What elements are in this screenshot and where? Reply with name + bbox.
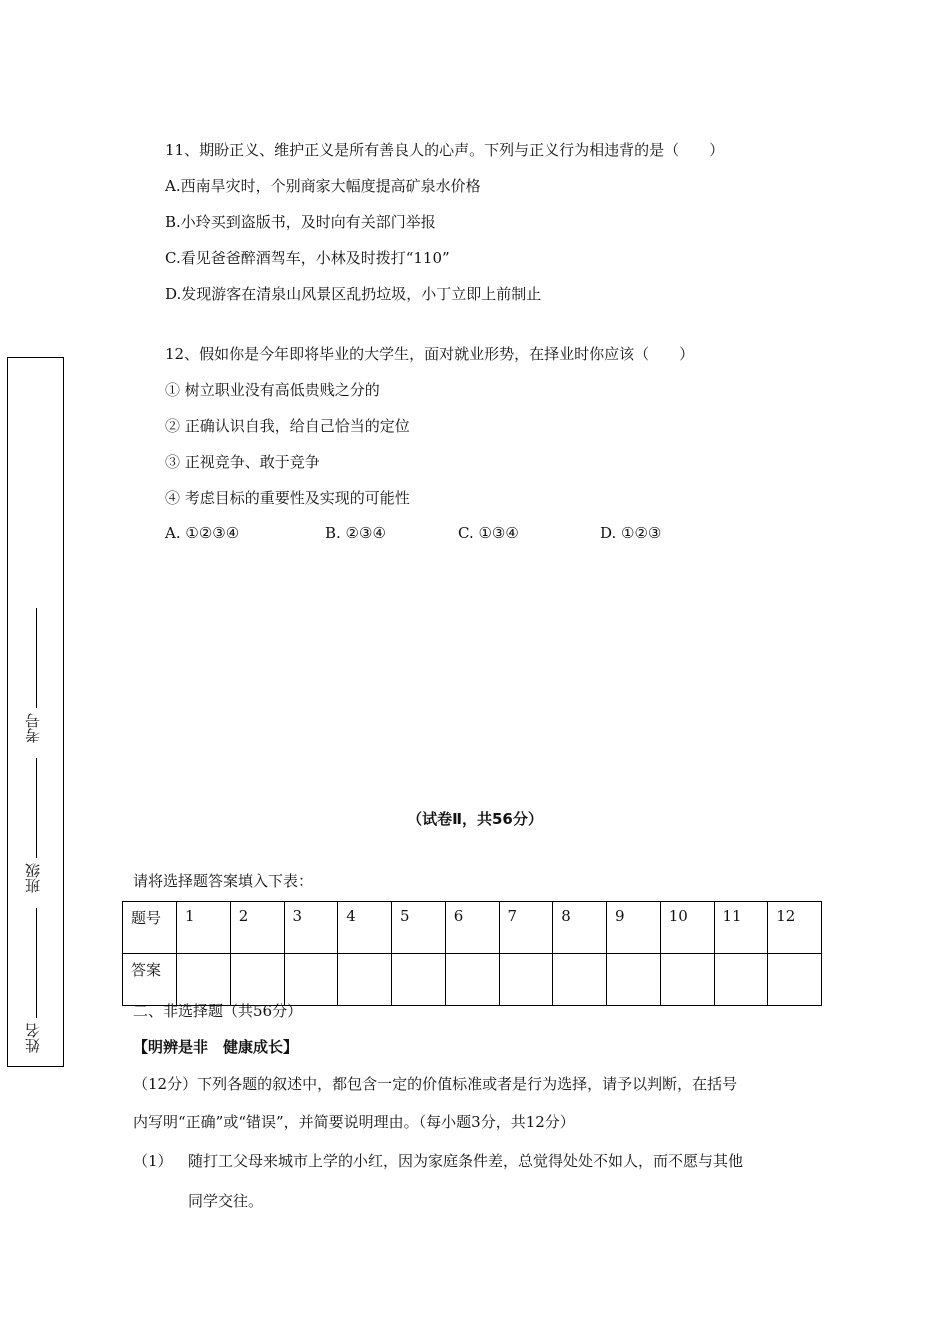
answer-cell[interactable] [445, 954, 499, 1006]
answer-cell[interactable] [230, 954, 284, 1006]
exam-no-label: 考号 [24, 713, 42, 743]
question-12-choice-b: B. ②③④ [325, 524, 386, 542]
answer-cell[interactable] [768, 954, 822, 1006]
question-number-cell: 3 [284, 902, 338, 954]
row-header-answer: 答案 [123, 954, 177, 1006]
section-2-title: （试卷Ⅱ，共56分） [407, 810, 543, 828]
part-2-subheading: 【明辨是非 健康成长】 [133, 1038, 299, 1056]
answer-cell[interactable] [392, 954, 446, 1006]
table-instruction: 请将选择题答案填入下表： [133, 872, 314, 890]
question-12-statement-1: ① 树立职业没有高低贵贱之分的 [165, 381, 380, 399]
question-11-stem: 11、期盼正义、维护正义是所有善良人的心声。下列与正义行为相违背的是（ ） [165, 141, 725, 159]
question-number-cell: 9 [607, 902, 661, 954]
name-label: 姓名 [24, 1023, 42, 1053]
question-11-option-b: B.小玲买到盗版书，及时向有关部门举报 [165, 213, 436, 231]
question-number-cell: 4 [338, 902, 392, 954]
question-12-choice-d: D. ①②③ [600, 524, 662, 542]
question-number-cell: 11 [714, 902, 768, 954]
item-1-number: （1） [133, 1152, 173, 1170]
exam-no-rule [36, 608, 37, 708]
item-1-line-2: 同学交往。 [188, 1192, 264, 1210]
question-number-cell: 6 [445, 902, 499, 954]
part-2-intro-line-2: 内写明“正确”或“错误”，并简要说明理由。（每小题3分，共12分） [133, 1113, 575, 1131]
row-header-number: 题号 [123, 902, 177, 954]
question-number-cell: 10 [660, 902, 714, 954]
question-number-cell: 2 [230, 902, 284, 954]
table-row [123, 902, 822, 954]
question-11-option-a: A.西南旱灾时，个别商家大幅度提高矿泉水价格 [165, 177, 481, 195]
question-12-statement-2: ② 正确认识自我，给自己恰当的定位 [165, 417, 410, 435]
question-number-cell: 8 [553, 902, 607, 954]
answer-table [122, 901, 822, 1006]
answer-cell[interactable] [553, 954, 607, 1006]
answer-cell[interactable] [338, 954, 392, 1006]
item-1-line-1: 随打工父母来城市上学的小红，因为家庭条件差，总觉得处处不如人，而不愿与其他 [188, 1152, 744, 1170]
table-row [123, 954, 822, 1006]
question-12-choice-c: C. ①③④ [458, 524, 519, 542]
question-11-option-d: D.发现游客在清泉山风景区乱扔垃圾，小丁立即上前制止 [165, 285, 542, 303]
question-12-stem: 12、假如你是今年即将毕业的大学生，面对就业形势，在择业时你应该（ ） [165, 345, 695, 363]
question-12-statement-3: ③ 正视竞争、敢于竞争 [165, 453, 320, 471]
answer-cell[interactable] [607, 954, 661, 1006]
class-label: 班级 [24, 863, 42, 893]
question-number-cell: 1 [177, 902, 231, 954]
question-number-cell: 7 [499, 902, 553, 954]
question-number-cell: 5 [392, 902, 446, 954]
question-11-option-c: C.看见爸爸醉酒驾车，小林及时拨打“110” [165, 249, 450, 267]
answer-cell[interactable] [714, 954, 768, 1006]
part-2-intro-line-1: （12分）下列各题的叙述中，都包含一定的价值标准或者是行为选择，请予以判断，在括号 [133, 1075, 738, 1093]
question-12-statement-4: ④ 考虑目标的重要性及实现的可能性 [165, 489, 410, 507]
binding-margin-box [7, 357, 64, 1067]
name-rule [36, 908, 37, 1018]
part-2-heading: 二、非选择题（共56分） [133, 1002, 303, 1020]
question-12-choice-a: A. ①②③④ [165, 524, 240, 542]
answer-cell[interactable] [177, 954, 231, 1006]
answer-cell[interactable] [284, 954, 338, 1006]
answer-cell[interactable] [660, 954, 714, 1006]
answer-cell[interactable] [499, 954, 553, 1006]
question-number-cell: 12 [768, 902, 822, 954]
